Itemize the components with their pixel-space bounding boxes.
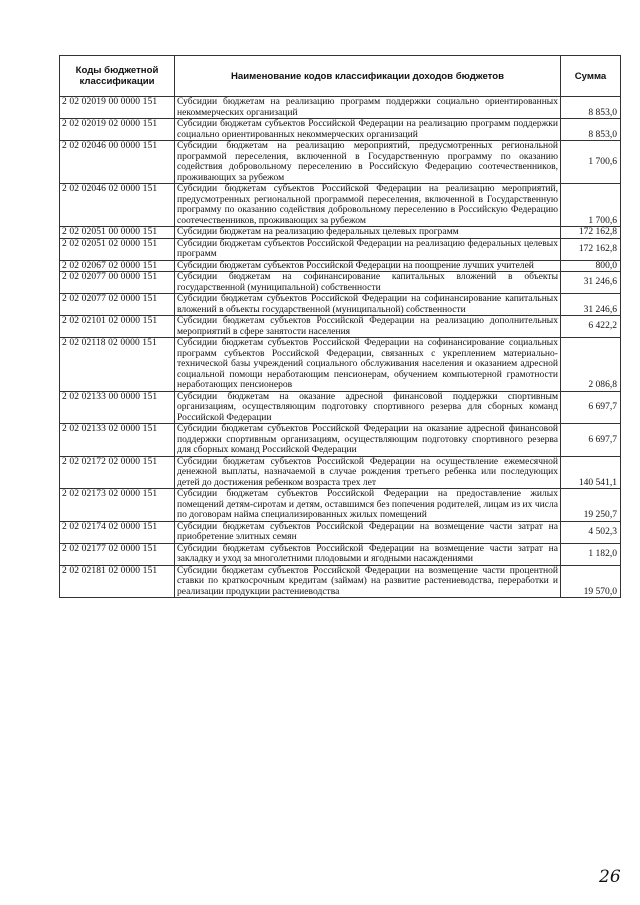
- row-code: 2 02 02101 02 0000 151: [60, 316, 175, 338]
- table-row: [60, 184, 621, 227]
- table-row: [60, 294, 621, 316]
- row-code: 2 02 02067 02 0000 151: [60, 260, 175, 272]
- table-row: [60, 543, 621, 565]
- row-name: Субсидии бюджетам субъектов Российской Федерации на реализацию дополнительных мероприятий в сфере занятости населения: [175, 316, 561, 338]
- table-row: [60, 260, 621, 272]
- row-name: Субсидии бюджетам субъектов Российской Федерации на возмещение части затрат на закладку и уход за многолетними плодовыми и ягодными насаждениями: [175, 543, 561, 565]
- row-sum: 172 162,8: [561, 227, 621, 239]
- row-code: 2 02 02173 02 0000 151: [60, 489, 175, 522]
- header-codes: Коды бюджетной классификации: [60, 56, 175, 97]
- row-name: Субсидии бюджетам субъектов Российской Федерации на возмещение части затрат на приобретение элитных семян: [175, 521, 561, 543]
- row-sum: 6 697,7: [561, 391, 621, 424]
- row-code: 2 02 02133 02 0000 151: [60, 424, 175, 457]
- row-name: Субсидии бюджетам на реализацию программ поддержки социально ориентированных некоммерческих организаций: [175, 97, 561, 119]
- row-name: Субсидии бюджетам на реализацию мероприятий, предусмотренных региональной программой переселения, включенной в Государственную программу по оказанию содействия добровольному переселению в Российскую Федерацию соотечественников, проживающих за рубежом: [175, 141, 561, 184]
- row-sum: 1 182,0: [561, 543, 621, 565]
- table-row: [60, 489, 621, 522]
- table-row: [60, 141, 621, 184]
- row-code: 2 02 02051 02 0000 151: [60, 238, 175, 260]
- table-row: [60, 119, 621, 141]
- row-name: Субсидии бюджетам на оказание адресной финансовой поддержки спортивным организациям, осуществляющим подготовку спортивного резерва для сборных команд Российской Федерации: [175, 391, 561, 424]
- row-code: 2 02 02172 02 0000 151: [60, 456, 175, 489]
- row-sum: 1 700,6: [561, 141, 621, 184]
- row-code: 2 02 02051 00 0000 151: [60, 227, 175, 239]
- row-code: 2 02 02046 02 0000 151: [60, 184, 175, 227]
- row-name: Субсидии бюджетам субъектов Российской Федерации на осуществление ежемесячной денежной выплаты, назначаемой в случае рождения третьего ребенка или последующих детей до достижения ребенком возраста трех лет: [175, 456, 561, 489]
- row-sum: 1 700,6: [561, 184, 621, 227]
- table-row: [60, 238, 621, 260]
- row-code: 2 02 02019 00 0000 151: [60, 97, 175, 119]
- row-sum: 172 162,8: [561, 238, 621, 260]
- table-row: [60, 456, 621, 489]
- row-code: 2 02 02046 00 0000 151: [60, 141, 175, 184]
- row-sum: 6 422,2: [561, 316, 621, 338]
- row-code: 2 02 02181 02 0000 151: [60, 565, 175, 598]
- row-code: 2 02 02177 02 0000 151: [60, 543, 175, 565]
- header-name: Наименование кодов классификации доходов бюджетов: [175, 56, 561, 97]
- row-sum: 8 853,0: [561, 119, 621, 141]
- row-sum: 6 697,7: [561, 424, 621, 457]
- row-sum: 140 541,1: [561, 456, 621, 489]
- row-name: Субсидии бюджетам субъектов Российской Федерации на софинансирование социальных программ субъектов Российской Федерации, связанных с укреплением материально-технической базы учреждений социального обслуживания населения и оказанием адресной социальной помощи неработающим пенсионерам, обучением компьютерной грамотности неработающих пенсионеров: [175, 338, 561, 392]
- row-sum: 4 502,3: [561, 521, 621, 543]
- row-name: Субсидии бюджетам субъектов Российской Федерации на реализацию программ поддержки социально ориентированных некоммерческих организаций: [175, 119, 561, 141]
- table-row: [60, 97, 621, 119]
- row-name: Субсидии бюджетам субъектов Российской Федерации на возмещение части процентной ставки по краткосрочным кредитам (займам) на развитие растениеводства, переработки и реализации продукции растениеводства: [175, 565, 561, 598]
- row-sum: 31 246,6: [561, 294, 621, 316]
- row-code: 2 02 02118 02 0000 151: [60, 338, 175, 392]
- row-name: Субсидии бюджетам субъектов Российской Федерации на реализацию федеральных целевых программ: [175, 238, 561, 260]
- row-name: Субсидии бюджетам субъектов Российской Федерации на предоставление жилых помещений детям-сиротам и детям, оставшимся без попечения родителей, лицам из их числа по договорам найма специализированных жилых помещений: [175, 489, 561, 522]
- page-number: 26: [599, 867, 621, 887]
- row-name: Субсидии бюджетам на реализацию федеральных целевых программ: [175, 227, 561, 239]
- row-name: Субсидии бюджетам субъектов Российской Федерации на реализацию мероприятий, предусмотренных региональной программой переселения, включенной в Государственную программу по оказанию содействия добровольному переселению в Российскую Федерацию соотечественников, проживающих за рубежом: [175, 184, 561, 227]
- table-row: [60, 521, 621, 543]
- row-sum: 19 250,7: [561, 489, 621, 522]
- row-sum: 8 853,0: [561, 97, 621, 119]
- row-name: Субсидии бюджетам субъектов Российской Федерации на поощрение лучших учителей: [175, 260, 561, 272]
- row-code: 2 02 02133 00 0000 151: [60, 391, 175, 424]
- table-row: [60, 391, 621, 424]
- table-row: [60, 565, 621, 598]
- table-row: [60, 338, 621, 392]
- table-row: [60, 227, 621, 239]
- budget-table: [59, 55, 621, 598]
- row-code: 2 02 02019 02 0000 151: [60, 119, 175, 141]
- table-header-row: [60, 56, 621, 97]
- row-sum: 2 086,8: [561, 338, 621, 392]
- table-row: [60, 424, 621, 457]
- row-name: Субсидии бюджетам на софинансирование капитальных вложений в объекты государственной (муниципальной) собственности: [175, 272, 561, 294]
- table-row: [60, 316, 621, 338]
- row-code: 2 02 02077 00 0000 151: [60, 272, 175, 294]
- row-sum: 31 246,6: [561, 272, 621, 294]
- row-name: Субсидии бюджетам субъектов Российской Федерации на оказание адресной финансовой поддержки спортивным организациям, осуществляющим подготовку спортивного резерва для сборных команд Российской Федерации: [175, 424, 561, 457]
- row-sum: 800,0: [561, 260, 621, 272]
- row-code: 2 02 02077 02 0000 151: [60, 294, 175, 316]
- row-name: Субсидии бюджетам субъектов Российской Федерации на софинансирование капитальных вложений в объекты государственной (муниципальной) собственности: [175, 294, 561, 316]
- table-row: [60, 272, 621, 294]
- row-code: 2 02 02174 02 0000 151: [60, 521, 175, 543]
- header-sum: Сумма: [561, 56, 621, 97]
- row-sum: 19 570,0: [561, 565, 621, 598]
